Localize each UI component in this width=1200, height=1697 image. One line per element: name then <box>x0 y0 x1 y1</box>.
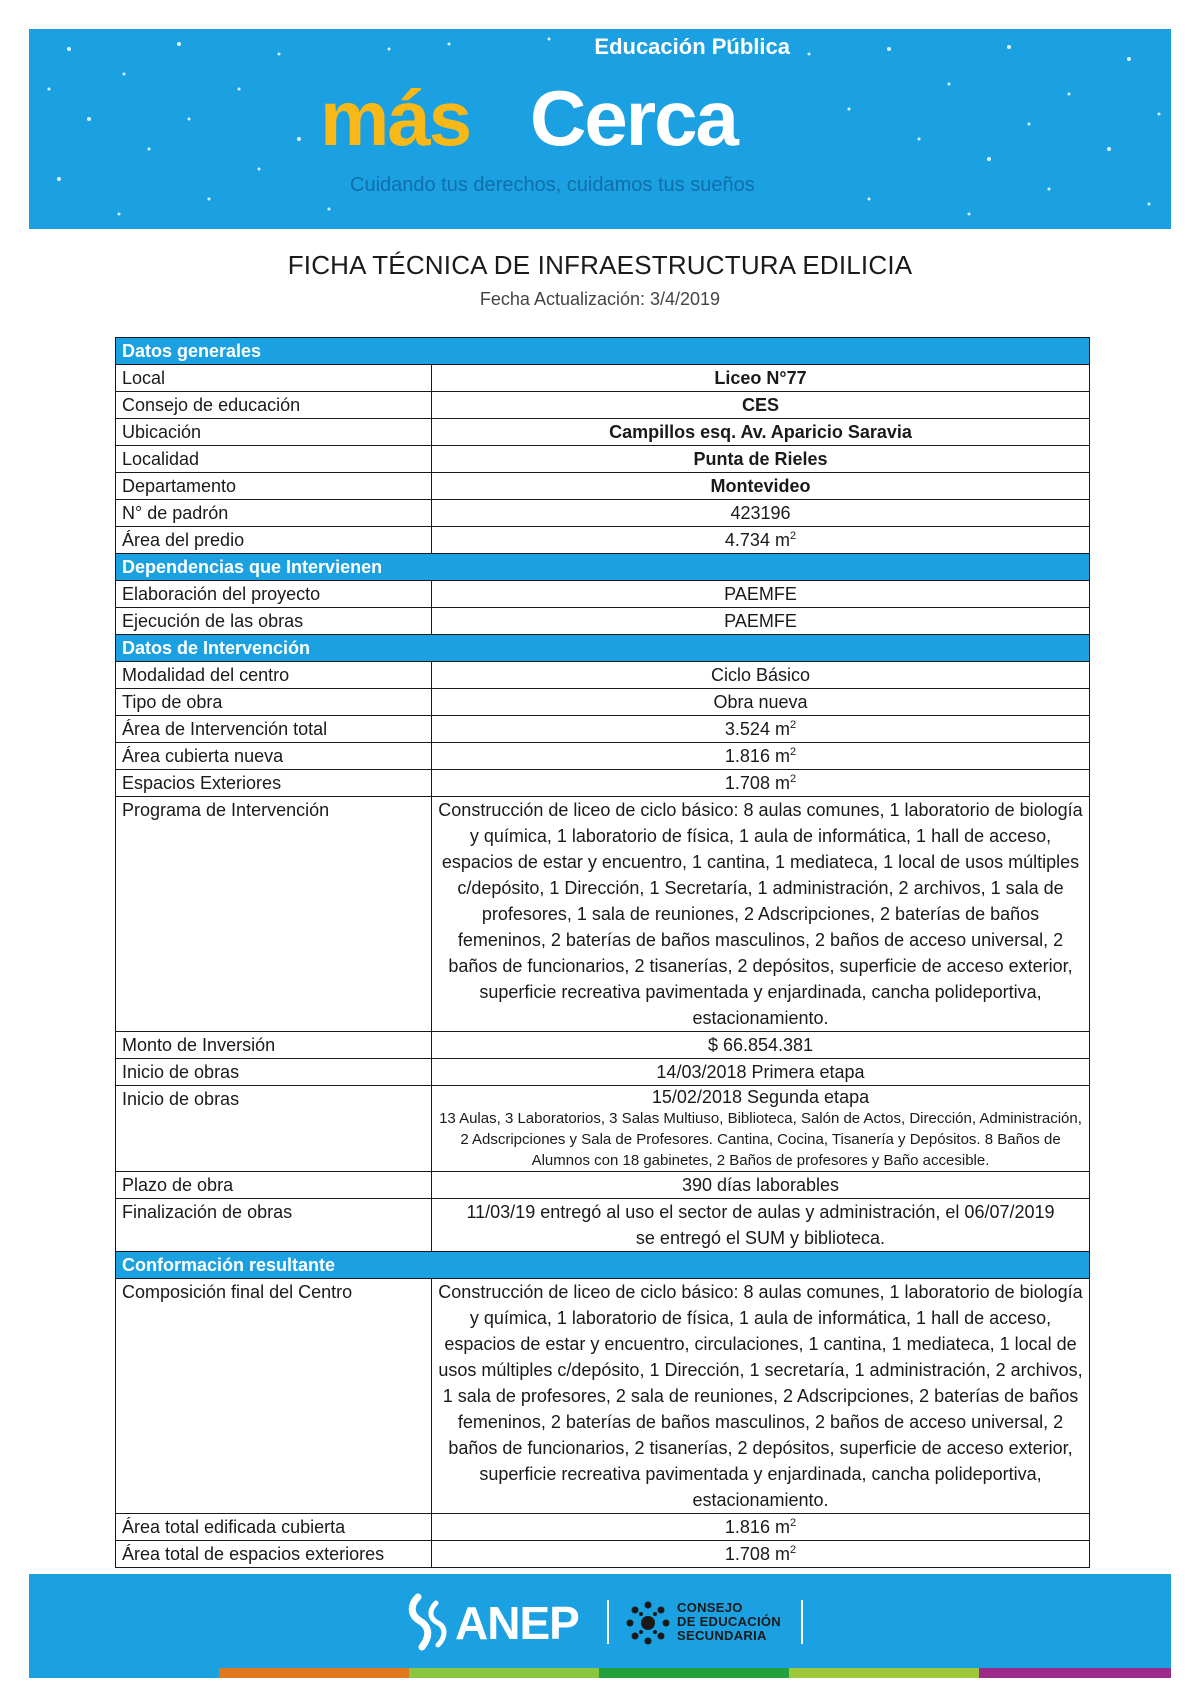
row-label: Área total edificada cubierta <box>116 1514 432 1541</box>
table-row <box>116 1172 1090 1199</box>
row-value: 11/03/19 entregó al uso el sector de aulas y administración, el 06/07/2019 se entregó el SUM y biblioteca. <box>432 1199 1090 1252</box>
brand-logo <box>320 34 880 194</box>
value-text: 15/02/2018 Segunda etapa <box>651 1087 870 1107</box>
footer-divider <box>801 1600 803 1644</box>
table-row <box>116 1541 1090 1568</box>
row-value <box>432 527 1090 554</box>
table-row <box>116 770 1090 797</box>
value-text: 1.708 m <box>724 1544 790 1564</box>
value-text: 1.816 m <box>724 1517 790 1537</box>
row-label: Tipo de obra <box>116 689 432 716</box>
row-label: Consejo de educación <box>116 392 432 419</box>
unit-superscript: 2 <box>789 1544 797 1556</box>
section-header-result <box>116 1252 1090 1279</box>
row-label: Área de Intervención total <box>116 716 432 743</box>
brand-cerca-text: Cerca <box>530 74 737 162</box>
row-value <box>432 1086 1090 1172</box>
table-row <box>116 1514 1090 1541</box>
row-value: Punta de Rieles <box>432 446 1090 473</box>
value-text: 4.734 m <box>724 530 790 550</box>
table-row <box>116 1279 1090 1514</box>
update-date: Fecha Actualización: 3/4/2019 <box>479 289 721 309</box>
value-text: 3.524 m <box>724 719 790 739</box>
table-row <box>116 392 1090 419</box>
value-text: 1.708 m <box>724 773 790 793</box>
row-value <box>432 716 1090 743</box>
brand-mas-text: más <box>320 74 471 162</box>
table-row <box>116 473 1090 500</box>
table-row <box>116 608 1090 635</box>
section-heading: Dependencias que Intervienen <box>116 554 1090 581</box>
row-label: Área del predio <box>116 527 432 554</box>
row-value <box>432 1541 1090 1568</box>
color-stripe <box>29 1668 1171 1678</box>
anep-emblem-icon <box>408 1593 452 1651</box>
row-label: Espacios Exteriores <box>116 770 432 797</box>
row-value: 423196 <box>432 500 1090 527</box>
table-row <box>116 365 1090 392</box>
row-label: Ejecución de las obras <box>116 608 432 635</box>
row-label: Área total de espacios exteriores <box>116 1541 432 1568</box>
row-label: Monto de Inversión <box>116 1032 432 1059</box>
brand-top-text: Educación Pública <box>594 34 790 59</box>
row-label: Modalidad del centro <box>116 662 432 689</box>
ces-line: DE EDUCACIÓN <box>677 1614 781 1629</box>
section-header-general <box>116 338 1090 365</box>
row-label: Inicio de obras <box>116 1086 432 1172</box>
row-value: Liceo N°77 <box>432 365 1090 392</box>
table-row <box>116 446 1090 473</box>
ces-line: SECUNDARIA <box>677 1628 767 1643</box>
row-label: Finalización de obras <box>116 1199 432 1252</box>
row-value: PAEMFE <box>432 608 1090 635</box>
unit-superscript: 2 <box>789 719 797 731</box>
row-label: Local <box>116 365 432 392</box>
page-title: FICHA TÉCNICA DE INFRAESTRUCTURA EDILICIA <box>287 250 913 280</box>
section-heading: Conformación resultante <box>116 1252 1090 1279</box>
row-label: Elaboración del proyecto <box>116 581 432 608</box>
table-row <box>116 743 1090 770</box>
row-label: Departamento <box>116 473 432 500</box>
row-value: Campillos esq. Av. Aparicio Saravia <box>432 419 1090 446</box>
section-header-intervention <box>116 635 1090 662</box>
table-row <box>116 662 1090 689</box>
brand-tagline: Cuidando tus derechos, cuidamos tus sueños <box>350 174 755 196</box>
unit-superscript: 2 <box>789 530 797 542</box>
section-heading: Datos generales <box>116 338 1090 365</box>
table-row <box>116 689 1090 716</box>
row-label: Inicio de obras <box>116 1059 432 1086</box>
row-label: Localidad <box>116 446 432 473</box>
section-header-dependencies <box>116 554 1090 581</box>
unit-superscript: 2 <box>789 773 797 785</box>
data-sheet-table <box>115 337 1090 1568</box>
row-label: N° de padrón <box>116 500 432 527</box>
table-row <box>116 1199 1090 1252</box>
row-label: Composición final del Centro <box>116 1279 432 1514</box>
anep-logo-text: ANEP <box>455 1597 579 1649</box>
row-label: Plazo de obra <box>116 1172 432 1199</box>
table-row <box>116 797 1090 1032</box>
row-value: 14/03/2018 Primera etapa <box>432 1059 1090 1086</box>
ces-emblem-icon <box>625 1600 671 1646</box>
table-row <box>116 1059 1090 1086</box>
table-row <box>116 500 1090 527</box>
footer-banner <box>29 1574 1171 1668</box>
value-text: 1.816 m <box>724 746 790 766</box>
section-heading: Datos de Intervención <box>116 635 1090 662</box>
row-value <box>432 1514 1090 1541</box>
value-detail: 13 Aulas, 3 Laboratorios, 3 Salas Multiuso, Biblioteca, Salón de Actos, Dirección, Administración, 2 Adscripciones y Sala de Profesores. Cantina, Cocina, Tisanería y Depósitos. 8 Baños de Alumnos con 18 gabinetes, 2 Baños de profesores y Baño accesible. <box>439 1110 1082 1169</box>
table-row <box>116 1086 1090 1172</box>
table-row <box>116 581 1090 608</box>
row-value: 390 días laborables <box>432 1172 1090 1199</box>
row-value: Construcción de liceo de ciclo básico: 8 aulas comunes, 1 laboratorio de biología y química, 1 laboratorio de física, 1 aula de informática, 1 hall de acceso, espacios de estar y encuentro, circulaciones, 1 cantina, 1 mediateca, 1 local de usos múltiples c/depósito, 1 Dirección, 1 secretaría, 1 administración, 2 archivos, 1 sala de profesores, 2 sala de reuniones, 2 Adscripciones, 2 baterías de baños femeninos, 2 baterías de baños masculinos, 2 baños de acceso universal, 2 baños de funcionarios, 2 tisanerías, 2 depósitos, superficie de acceso exterior, superficie recreativa pavimentada y enjardinada, cancha polideportiva, estacionamiento. <box>432 1279 1090 1514</box>
row-value <box>432 770 1090 797</box>
table-row <box>116 1032 1090 1059</box>
row-value: Construcción de liceo de ciclo básico: 8 aulas comunes, 1 laboratorio de biología y química, 1 laboratorio de física, 1 aula de informática, 1 hall de acceso, espacios de estar y encuentro, 1 cantina, 1 mediateca, 1 local de usos múltiples c/depósito, 1 Dirección, 1 Secretaría, 1 administración, 2 archivos, 1 sala de profesores, 1 sala de reuniones, 2 Adscripciones, 2 baterías de baños femeninos, 2 baterías de baños masculinos, 2 baños de acceso universal, 2 baños de funcionarios, 2 tisanerías, 2 depósitos, superficie de acceso exterior, superficie recreativa pavimentada y enjardinada, cancha polideportiva, estacionamiento. <box>432 797 1090 1032</box>
table-row <box>116 419 1090 446</box>
row-value: CES <box>432 392 1090 419</box>
ces-logo-text <box>677 1601 781 1643</box>
row-label: Ubicación <box>116 419 432 446</box>
table-row <box>116 527 1090 554</box>
row-value: PAEMFE <box>432 581 1090 608</box>
table-row <box>116 716 1090 743</box>
row-label: Área cubierta nueva <box>116 743 432 770</box>
row-value: Obra nueva <box>432 689 1090 716</box>
unit-superscript: 2 <box>789 1517 797 1529</box>
row-value: Ciclo Básico <box>432 662 1090 689</box>
footer-divider <box>607 1600 609 1644</box>
row-value: $ 66.854.381 <box>432 1032 1090 1059</box>
unit-superscript: 2 <box>789 746 797 758</box>
row-value <box>432 743 1090 770</box>
ces-line: CONSEJO <box>677 1600 743 1615</box>
row-label: Programa de Intervención <box>116 797 432 1032</box>
row-value: Montevideo <box>432 473 1090 500</box>
